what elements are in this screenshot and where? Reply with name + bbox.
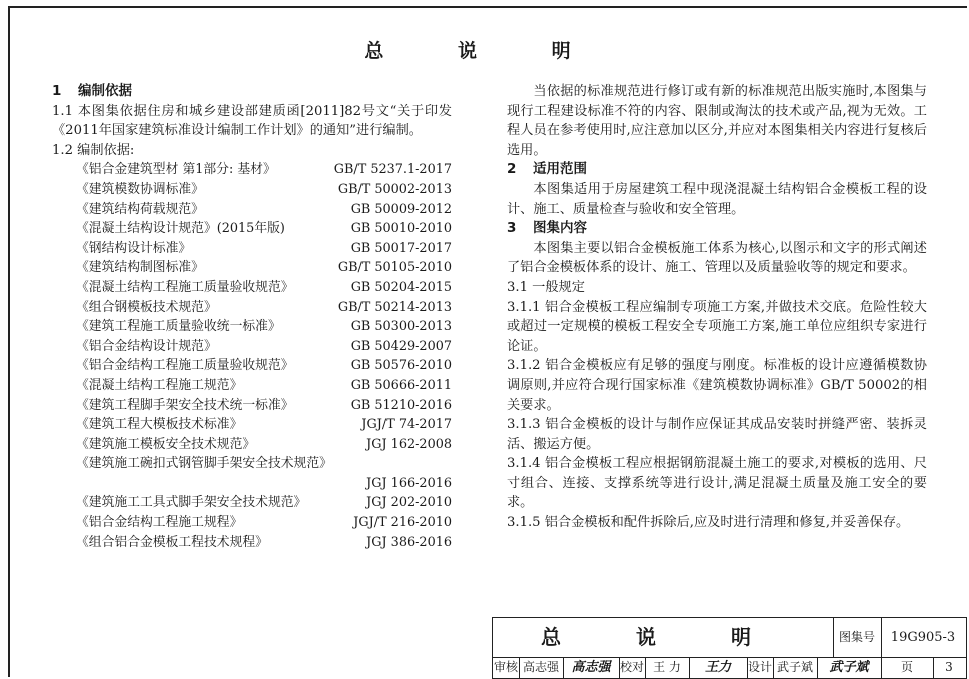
reference-code: GB 50429-2007 [350, 338, 452, 354]
paragraph-3-1-1: 3.1.1 铝合金模板工程应编制专项施工方案,并做技术交底。危险性较大或超过一定规模的模板工程安全专项施工方案,施工单位应组织专家进行论证。 [507, 299, 927, 354]
reference-code: GB 50666-2011 [350, 377, 452, 393]
reference-title: 《建筑工程施工质量验收统一标准》 [76, 319, 281, 335]
reference-code: GB/T 50214-2013 [337, 299, 452, 315]
reference-item [52, 356, 452, 376]
reference-title: 《组合钢模板技术规范》 [76, 299, 217, 315]
reference-item [52, 337, 452, 357]
paragraph-3-1-5: 3.1.5 铝合金模板和配件拆除后,应及时进行清理和修复,并妥善保存。 [507, 515, 910, 531]
reference-item [52, 317, 452, 337]
reference-code: GB 50009-2012 [350, 201, 452, 217]
reviewer-signature: 高志强 [563, 657, 620, 678]
paragraph-3-1-2: 3.1.2 铝合金模板应有足够的强度与刚度。标准板的设计应遵循模数协调原则,并应符合现行国家标准《建筑模数协调标准》GB/T 50002的相关要求。 [507, 358, 927, 413]
reference-code: GB/T 5237.1-2017 [333, 162, 452, 178]
reference-code: GB/T 50105-2010 [337, 260, 452, 276]
designer-name: 武子斌 [773, 657, 818, 678]
reference-item [52, 454, 452, 493]
reference-item [52, 160, 452, 180]
title-block-title: 总 说 明 [493, 618, 834, 657]
reference-title: 《混凝土结构工程施工规范》 [76, 377, 243, 393]
atlas-number: 19G905-3 [890, 630, 956, 645]
reviewer-name: 高志强 [519, 657, 564, 678]
reference-code: JGJ 162-2008 [366, 436, 452, 452]
reference-item [52, 376, 452, 396]
reference-item [52, 258, 452, 278]
reference-code: GB 50010-2010 [350, 221, 452, 237]
reference-code: GB 50300-2013 [350, 319, 452, 335]
reference-title: 《建筑施工碗扣式钢管脚手架安全技术规范》 [76, 456, 332, 472]
reference-title: 《钢结构设计标准》 [76, 240, 192, 256]
reference-title: 《铝合金建筑型材 第1部分: 基材》 [76, 162, 276, 178]
paragraph-3-1: 3.1 一般规定 [507, 279, 585, 295]
paragraph-1-1: 1.1 本图集依据住房和城乡建设部建质函[2011]82号文“关于印发《2011年国家建筑标准设计编制工作计划》的通知”进行编制。 [52, 103, 452, 139]
page-number: 3 [945, 660, 953, 674]
reference-code: JGJ 166-2016 [366, 475, 452, 491]
reference-title: 《建筑模数协调标准》 [76, 181, 204, 197]
page-label: 页 [881, 657, 934, 678]
section-title: 图集内容 [533, 220, 587, 237]
check-label: 校对 [619, 657, 646, 678]
reference-item [52, 415, 452, 435]
reference-item [52, 435, 452, 455]
checker-signature: 王力 [689, 657, 748, 678]
section-3-heading [507, 219, 927, 239]
reference-title: 《建筑工程大模板技术标准》 [76, 417, 243, 433]
reference-title: 《铝合金结构设计规范》 [76, 338, 217, 354]
section-1-heading [52, 82, 452, 102]
reference-code: JGJ/T 216-2010 [353, 515, 452, 531]
section-number: 1 [52, 83, 62, 99]
reference-title: 《铝合金结构工程施工规程》 [76, 515, 243, 531]
reference-code: GB/T 50002-2013 [337, 181, 452, 197]
reference-code: GB 50576-2010 [350, 358, 452, 374]
reference-title: 《组合铝合金模板工程技术规程》 [76, 534, 268, 550]
reference-title: 《建筑结构制图标准》 [76, 260, 204, 276]
reference-title: 《建筑工程脚手架安全技术统一标准》 [76, 397, 294, 413]
designer-signature: 武子斌 [817, 657, 882, 678]
section-number: 2 [507, 161, 517, 178]
paragraph-continued: 当依据的标准规范进行修订或有新的标准规范出版实施时,本图集与现行工程建设标准不符的内容、限制或淘汰的技术或产品,视为无效。工程人员在参考使用时,应注意加以区分,并应对本图集相关内容进行复核后选用。 [507, 84, 927, 158]
reference-code: GB 50017-2017 [350, 240, 452, 256]
reference-item [52, 200, 452, 220]
reference-item [52, 239, 452, 259]
reference-item [52, 219, 452, 239]
reference-list [52, 160, 452, 552]
reference-code: GB 51210-2016 [350, 397, 452, 413]
reference-code: JGJ 386-2016 [366, 534, 452, 550]
paragraph-3-1-4: 3.1.4 铝合金模板工程应根据钢筋混凝土施工的要求,对模板的选用、尺寸组合、连接、支撑系统等进行设计,满足混凝土质量及施工安全的要求。 [507, 456, 927, 511]
review-label: 审核 [493, 657, 520, 678]
reference-item [52, 298, 452, 318]
section-title: 编制依据 [78, 83, 132, 99]
reference-title: 《建筑结构荷载规范》 [76, 201, 204, 217]
title-block-signature-row [493, 657, 966, 678]
section-number: 3 [507, 220, 517, 237]
title-block-top-row [493, 618, 966, 658]
reference-title: 《混凝土结构工程施工质量验收规范》 [76, 279, 294, 295]
reference-title: 《铝合金结构工程施工质量验收规范》 [76, 358, 294, 374]
right-column [507, 82, 927, 533]
reference-item [52, 493, 452, 513]
design-label: 设计 [747, 657, 774, 678]
atlas-number-label: 图集号 [833, 618, 882, 657]
reference-item [52, 396, 452, 416]
reference-title: 《混凝土结构设计规范》(2015年版) [76, 221, 285, 237]
title-block [492, 617, 967, 679]
left-column [52, 82, 452, 552]
paragraph-3-1-3: 3.1.3 铝合金模板的设计与制作应保证其成品安装时拼缝严密、装拆灵活、搬运方便。 [507, 417, 927, 452]
reference-code: GB 50204-2015 [350, 279, 452, 295]
paragraph-2: 本图集适用于房屋建筑工程中现浇混凝土结构铝合金模板工程的设计、施工、质量检查与验收和安全管理。 [507, 181, 927, 217]
reference-item [52, 533, 452, 553]
reference-code: JGJ 202-2010 [366, 495, 452, 511]
paragraph-3: 本图集主要以铝合金模板施工体系为核心,以图示和文字的形式阐述了铝合金模板体系的设计、施工、管理以及质量验收等的规定和要求。 [507, 240, 927, 276]
reference-code: JGJ/T 74-2017 [361, 417, 452, 433]
section-title: 适用范围 [533, 161, 587, 178]
section-2-heading [507, 160, 927, 180]
reference-title: 《建筑施工工具式脚手架安全技术规范》 [76, 495, 307, 511]
page-title: 总 说 明 [364, 40, 605, 62]
reference-item [52, 278, 452, 298]
reference-title: 《建筑施工模板安全技术规范》 [76, 436, 256, 452]
reference-item [52, 180, 452, 200]
paragraph-1-2: 1.2 编制依据: [52, 142, 135, 158]
reference-item [52, 513, 452, 533]
checker-name: 王 力 [645, 657, 690, 678]
